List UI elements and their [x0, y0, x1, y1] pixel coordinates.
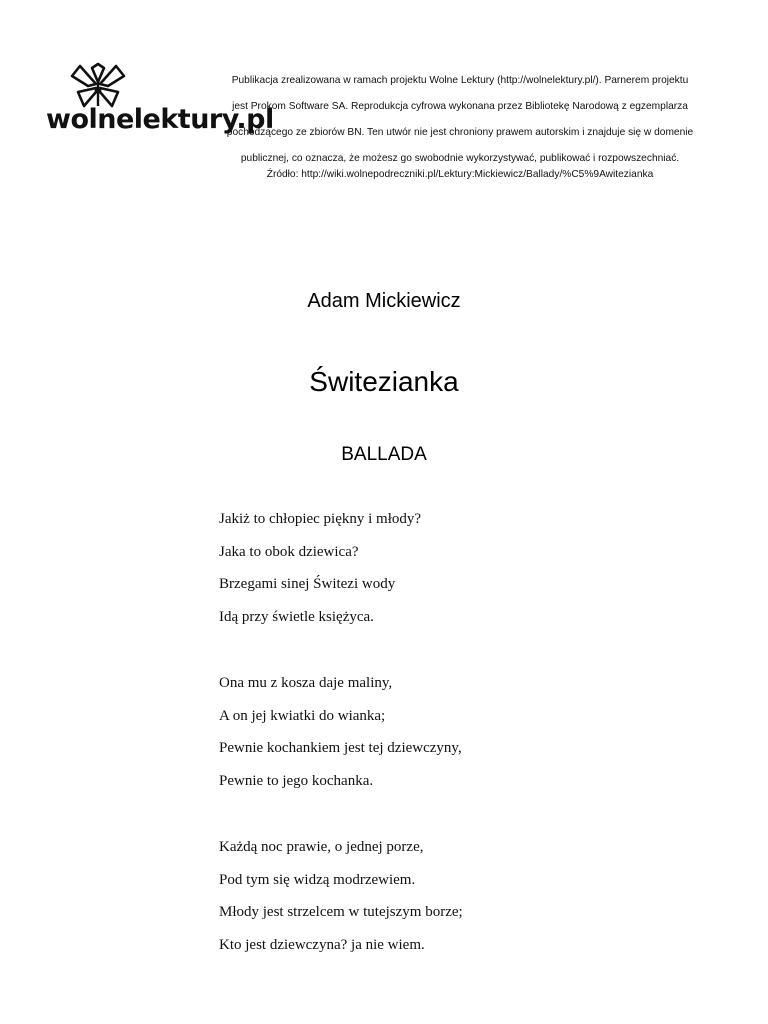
verse-line: A on jej kwiatki do wianka;	[219, 707, 386, 724]
butterfly-icon	[58, 62, 138, 108]
verse-line: Młody jest strzelcem w tutejszym borze;	[219, 904, 463, 920]
verse-line: Każdą noc prawie, o jednej porze,	[219, 839, 424, 855]
verse-line: Jaka to obok dziewica?	[219, 543, 359, 560]
author-name: Adam Mickiewicz	[307, 290, 461, 312]
verse-line: Pod tym się widzą modrzewiem.	[219, 871, 416, 888]
stanza	[219, 831, 463, 961]
verse-line: Pewnie kochankiem jest tej dziewczyny,	[219, 740, 462, 756]
verse-line: Brzegami sinej Świtezi wody	[219, 576, 396, 592]
wolnelektury-logo	[44, 62, 274, 142]
work-title: Świtezianka	[309, 366, 459, 397]
notice-line: publicznej, co oznacza, że możesz go swobodnie wykorzystywać, publikować i rozpowszechniać.	[240, 153, 680, 164]
logo-wordmark: wolnelektury.pl	[46, 104, 274, 135]
notice-line: jest Prokom Software SA. Reprodukcja cyfrowa wykonana przez Bibliotekę Narodową z egzemplarza	[232, 101, 688, 112]
verse-line: Pewnie to jego kochanka.	[219, 772, 374, 789]
publication-notice	[220, 68, 700, 172]
source-link[interactable]: Źródło: http://wiki.wolnepodreczniki.pl/Lektury:Mickiewicz/Ballady/%C5%9Awitezianka	[266, 169, 654, 180]
stanza	[219, 667, 463, 797]
verse-line: Kto jest dziewczyna? ja nie wiem.	[219, 936, 425, 953]
poem-body	[219, 503, 463, 995]
verse-line: Idą przy świetle księżyca.	[219, 608, 374, 625]
verse-line: Jakiż to chłopiec piękny i młody?	[219, 511, 422, 527]
notice-line: Publikacja zrealizowana w ramach projektu Wolne Lektury (http://wolnelektury.pl/). Parnerem projektu	[231, 75, 689, 86]
notice-line: pochodzącego ze zbiorów BN. Ten utwór nie jest chroniony prawem autorskim i znajduje się w domenie	[226, 127, 694, 138]
verse-line: Ona mu z kosza daje maliny,	[219, 675, 393, 691]
work-subtitle: BALLADA	[341, 444, 427, 465]
stanza	[219, 503, 463, 633]
